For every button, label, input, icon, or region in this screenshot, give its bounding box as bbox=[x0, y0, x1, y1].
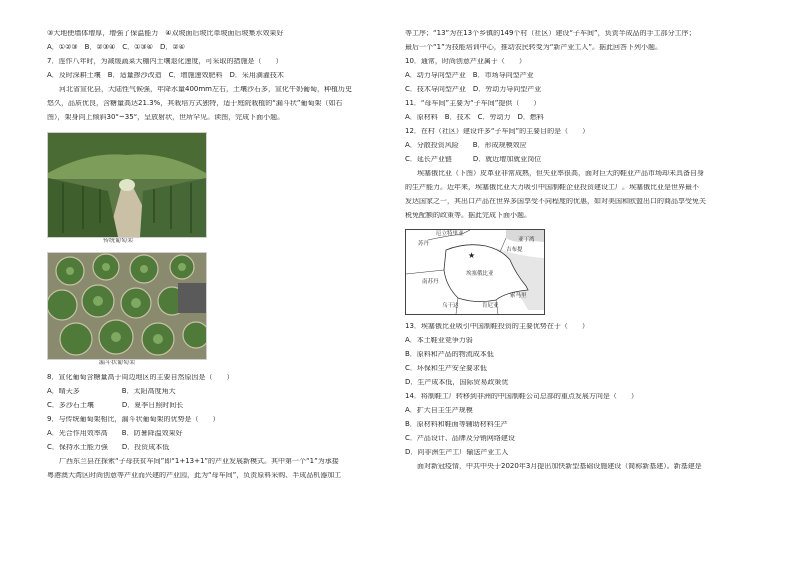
question-9: 9．与传统葡萄架相比，漏斗状葡萄架的优势是（ ） bbox=[47, 416, 220, 423]
capital-star-icon: ★ bbox=[468, 251, 476, 260]
question-11: 11．“母车间”主要为“子车间”提供（ ） bbox=[405, 100, 541, 107]
passage-line: 悠久，品质优良，含糖量高达21.3%，其栽培方式独特，适于庭院栽植的“漏斗状”葡萄架（如右 bbox=[47, 100, 343, 107]
question-9-options-ab: A．光合作用效率高 B．防暑降温效果好 bbox=[47, 430, 183, 437]
question-13-option-d: D．生产成本低，国际贸易政策优 bbox=[405, 379, 509, 386]
passage-line: 图），架身向上倾斜30°~35°，呈放射状，世所罕见。读图，完成下面小题。 bbox=[47, 114, 285, 121]
text-line: ③大地使墙体增厚，增强了保温能力 ④双坡面后坡比单坡面后坡集水效果好 bbox=[47, 30, 284, 37]
question-7: 7．连作八年时，为减缓蔬菜大棚内土壤退化速度，可采取的措施是（ ） bbox=[47, 58, 283, 65]
passage-line: 埃塞俄比亚（下图）皮革业非常成熟，但失业率很高，面对巨大的鞋业产品市场却未具备自身 bbox=[417, 170, 704, 177]
text-line: A．①②③ B．②③④ C．①③④ D．②④ bbox=[47, 44, 185, 51]
passage-line: 最后一个“1”为技能培训中心，推动农民转变为“新产业工人”。据此回答下列小题。 bbox=[405, 44, 662, 51]
traditional-vine-trellis-photo bbox=[47, 132, 207, 238]
question-12-options-ab: A．分散投资风险 B．形成规模效应 bbox=[405, 142, 527, 149]
passage-line: 粤港澳大湾区时尚创意等产业而兴建的产业园，此为“母车间”，负责原料采购、半成品机器加工 bbox=[47, 472, 342, 479]
question-7-options: A．及时深耕土壤 B．适量掺沙改造 C．增施速效肥料 D．采用滴灌技术 bbox=[47, 72, 284, 79]
map-label-djibouti: 吉布提 bbox=[506, 247, 523, 253]
question-10: 10．通常，时尚创意产业属于（ ） bbox=[405, 58, 526, 65]
map-label-gulf-of-aden: 亚丁湾 bbox=[518, 237, 535, 243]
question-11-options: A．原材料 B．技术 C．劳动力 D．燃料 bbox=[405, 114, 544, 121]
question-12-options-cd: C．延长产业链 D．就近增加就业岗位 bbox=[405, 156, 542, 163]
question-14-option-a: A．扩大自主生产规模 bbox=[405, 407, 473, 414]
ethiopia-map bbox=[405, 229, 545, 315]
trellis-photo-image bbox=[48, 133, 206, 237]
map-label-sudan: 苏丹 bbox=[418, 241, 430, 247]
photo-caption-traditional: 传统葡萄架 bbox=[103, 237, 134, 244]
question-8-options-cd: C．多沙石土壤 D．夏季日照时间长 bbox=[47, 402, 184, 409]
passage-line: 税免配额的政策等。据此完成下面小题。 bbox=[405, 212, 531, 219]
map-label-uganda: 乌干达 bbox=[442, 303, 459, 309]
question-10-options-ab: A．动力导向型产业 B．市场导向型产业 bbox=[405, 72, 534, 79]
passage-line: 面对新冠疫情，中共中央于2020年3月提出加快新型基础设施建设（简称新基建）。新基建是 bbox=[417, 463, 702, 470]
map-label-eritrea: 厄立特里亚 bbox=[436, 231, 464, 237]
passage-line: 河北省宣化县，大陆性气候强，年降水量400mm左右，土壤沙石多，宣化牛奶葡萄，种植历史 bbox=[59, 86, 352, 93]
question-14-option-d: D．向非洲生产工厂输送产业工人 bbox=[405, 449, 509, 456]
question-14-option-b: B．原材料和鞋面等辅助材料生产 bbox=[405, 421, 508, 428]
passage-line: 发达国家之一，其出口产品在世界多国享受不同程度的优惠，如对美国和欧盟出口的商品享受免关 bbox=[405, 198, 706, 205]
question-13-option-b: B．原料和产品的物流成本低 bbox=[405, 351, 494, 358]
question-14: 14．将制鞋工厂转移到非洲的中国制鞋公司总部的重点发展方向是（ ） bbox=[405, 393, 638, 400]
map-label-south-sudan: 南苏丹 bbox=[422, 279, 439, 285]
question-10-options-cd: C．技术导向型产业 D．劳动力导向型产业 bbox=[405, 86, 542, 93]
photo-caption-funnel: 漏斗状葡萄架 bbox=[99, 359, 136, 366]
question-13-option-c: C．环保和生产安全要求低 bbox=[405, 365, 487, 372]
question-14-option-c: C．产品设计、品牌及分销网络建设 bbox=[405, 435, 515, 442]
question-13: 13．埃塞俄比亚吸引中国制鞋投资的主要优势在于（ ） bbox=[405, 323, 589, 330]
funnel-vine-trellis-photo bbox=[47, 252, 207, 360]
question-8: 8．宣化葡萄含糖量高于周边地区的主要自然原因是（ ） bbox=[47, 374, 234, 381]
map-label-somalia: 索马里 bbox=[510, 293, 527, 299]
map-label-ethiopia: 埃塞俄比亚 bbox=[466, 271, 494, 277]
right-column bbox=[405, 30, 725, 477]
map-label-kenya: 肯尼亚 bbox=[482, 303, 499, 309]
question-9-options-cd: C．保持水土能力强 D．投资成本低 bbox=[47, 444, 170, 451]
left-column bbox=[47, 30, 367, 486]
passage-line: 等工序；“13”为在13个乡镇的149个村（社区）建设“子车间”，负责半成品的手工部分工序； bbox=[405, 30, 696, 37]
funnel-photo-image bbox=[48, 253, 206, 359]
passage-line: 广西东兰县在探索“子母扶贫车间”即“1+13+1”的产业发展新模式。其中第一个“1”为承接 bbox=[59, 458, 339, 465]
question-13-option-a: A．本土鞋业竞争力弱 bbox=[405, 337, 473, 344]
question-12: 12．在村（社区）建设许多“子车间”的主要目的是（ ） bbox=[405, 128, 590, 135]
question-8-options-ab: A．晴天多 B．太阳高度角大 bbox=[47, 388, 176, 395]
passage-line: 的生产能力。近年来，埃塞俄比亚大力吸引中国制鞋企业投资建设工厂。埃塞俄比亚是世界最不 bbox=[405, 184, 699, 191]
